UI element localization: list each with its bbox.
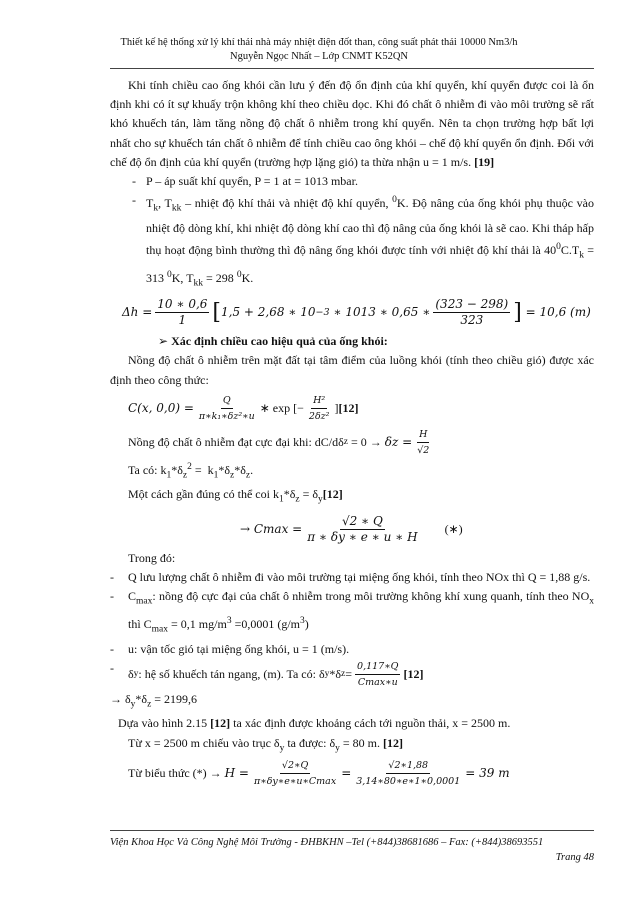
list-item-dispersion: - δ y : hệ số khuếch tán ngang, (m). Ta có: δ y *δ z = $\frac{0,117∗Q}{Cmax∗u}$ [12]: [110, 660, 424, 688]
footer-rule: [110, 830, 594, 831]
page-body: [110, 76, 594, 789]
list-item-q: - Q lưu lượng chất ô nhiễm đi vào môi trường tại miệng ống khói, tính theo NOx thì Q = 1,88 g/s.: [110, 570, 591, 585]
header-title: Thiết kế hệ thống xử lý khí thải nhà máy nhiệt điện đốt than, công suất phát thải 10000 Nm3/h: [120, 37, 518, 48]
page-footer: [110, 835, 594, 865]
equation-concentration: C(x, 0,0) = $\frac{Q}{\text{π∗k₁∗δz²∗u}}$ ∗ exp [− $\frac{\text{H²}}{\text{2δz²}}$ ] [12]: [128, 394, 359, 422]
list-item-cmax: - $C_{max}$: nồng độ cực đại của chất ô nhiễm trong môi trường không khí xung quanh, tính theo $NO_x$ thì $C_{max} = 0,1$ $mg/m^3 =0,0001$ $(g/m^3)$: [110, 589, 594, 635]
list-item-u: - u: vận tốc gió tại miệng ống khói, u = 1 (m/s).: [110, 641, 350, 656]
paragraph-figure: Dựa vào hình 2.15 [12] ta xác định được khoảng cách tới nguồn thải, x = 2500 m.: [118, 716, 511, 731]
equation-plume-rise: Δh = $\frac{10 ∗ 0,6}{1}$ [ 1,5 + 2,68 ∗ 10 −3 ∗ 1013 ∗ 0,65 ∗ $\frac{(323 - 298)}{323}$ ] = 10,6 (m): [122, 297, 591, 328]
page-header: [0, 36, 638, 64]
list-item-pressure: - P – áp suất khí quyển, P = 1 at = 1013 mbar.: [132, 174, 358, 189]
paragraph-concentration: Nồng độ chất ô nhiễm trên mặt đất tại tâm điểm của luồng khói (tính theo chiều gió) được xác định theo công thức:: [110, 353, 594, 387]
list-item-temperature: - $T_k$, $T_{kk}$ – nhiệt độ khí thải và nhiệt độ khí quyển, $^0$K. Độ nâng của ống khói phụ thuộc vào nhiệt độ dòng khí, khi nhiệt độ dòng khí cao thì độ nâng của ống khói là sẽ cao. Khi tháp hấp thụ hoạt động bình thường thì độ nâng ống khói được tính với nhiệt độ khí thải là $40^0C.T_k = 313$ $^0$K, $T_{kk} = 298$ $^0$K.: [132, 193, 594, 288]
footer-institution: Viện Khoa Học Và Công Nghệ Môi Trường - ĐHBKHN –Tel (+844)38681686 – Fax: (+844)38693551: [110, 837, 544, 848]
paragraph-k1: Ta có: $k_1*\delta_z^2 = k_1*\delta_z*\delta_z$.: [128, 461, 254, 481]
section-heading: ➢ Xác định chiều cao hiệu quả của ống khói:: [158, 334, 388, 349]
arrow-bullet-icon: ➢: [158, 334, 169, 349]
paragraph-product: → $\delta_y*\delta_z = 2199,6$: [110, 691, 198, 710]
page-number: Trang 48: [555, 852, 594, 863]
paragraph-deltay: Từ x = 2500 m chiếu vào trục $\delta_y$ ta được: $\delta_y = 80$ m. [12]: [128, 735, 403, 753]
paragraph-where: Trong đó:: [128, 551, 176, 565]
equation-height: Từ biểu thức (*) → H = $\frac{√2∗Q}{\pi∗\delta y∗e∗u∗Cmax}$ = $\frac{√2∗1,88}{3,14∗80∗e∗1∗0,0001}$ = 39 m: [128, 760, 510, 788]
paragraph-max-condition: Nồng độ chất ô nhiễm đạt cực đại khi: dC/dδ z = 0 → δz = $\frac{H}{√2}$: [128, 428, 430, 456]
paragraph-stability: Khi tính chiều cao ống khói cần lưu ý đến độ ổn định của khí quyển, khí quyển được coi là ổn định khi có ít sự khuấy trộn không khí theo chiều dọc. Khi đó chất ô nhiễm đi vào môi trường sẽ rất khó khuếch tán, làm tăng nồng độ chất ô nhiễm trong khí quyển. Nên ta chọn trường hợp bất lợi nhất cho sự khuếch tán chất ô nhiễm để tính chiều cao ông khói – chế độ khí quyển ổn định. Đối với chế độ ổn định của khí quyển (trường hợp lặng gió) ta thừa nhận u = 1 m/s. [19]: [110, 78, 594, 169]
citation: [19]: [474, 154, 495, 169]
header-author: Nguyễn Ngọc Nhất – Lớp CNMT K52QN: [229, 51, 408, 62]
paragraph-approx: Một cách gần đúng có thể coi $k_1*\delta_z = \delta_y[12]$: [128, 487, 343, 505]
header-rule: [110, 68, 594, 69]
equation-cmax: → Cmax = $\frac{√2 ∗ Q}{\pi ∗ \delta y ∗ e ∗ u ∗ H}$ (∗): [240, 514, 463, 544]
